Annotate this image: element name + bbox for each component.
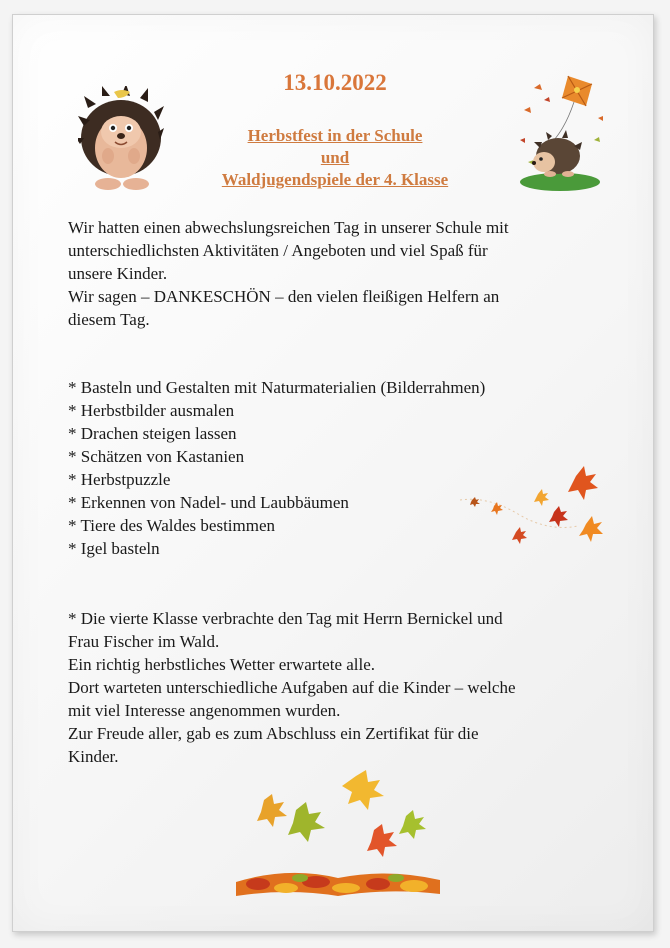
- list-item: * Drachen steigen lassen: [68, 424, 237, 443]
- falling-leaves-icon: [228, 770, 448, 908]
- text-line: diesem Tag.: [68, 310, 150, 329]
- text-line: Ein richtig herbstliches Wetter erwartete alle.: [68, 655, 376, 674]
- document-date: 13.10.2022: [283, 70, 387, 95]
- document-heading: [0, 125, 670, 191]
- list-item: * Tiere des Waldes bestimmen: [68, 516, 276, 535]
- text-line: Wir sagen – DANKESCHÖN – den vielen fleißigen Helfern an: [68, 287, 500, 306]
- list-item: * Schätzen von Kastanien: [68, 447, 245, 466]
- text-line: unterschiedlichsten Aktivitäten / Angeboten und viel Spaß für: [68, 241, 488, 260]
- text-line: * Die vierte Klasse verbrachte den Tag mit Herrn Bernickel und: [68, 609, 503, 628]
- heading-line: Waldjugendspiele der 4. Klasse: [221, 170, 449, 189]
- list-item: * Herbstpuzzle: [68, 470, 171, 489]
- list-item: * Erkennen von Nadel- und Laubbäumen: [68, 493, 349, 512]
- text-line: Dort warteten unterschiedliche Aufgaben auf die Kinder – welche: [68, 678, 516, 697]
- text-line: mit viel Interesse angenommen wurden.: [68, 701, 341, 720]
- text-line: unsere Kinder.: [68, 264, 168, 283]
- text-line: Frau Fischer im Wald.: [68, 632, 220, 651]
- text-line: Kinder.: [68, 747, 119, 766]
- text-line: Wir hatten einen abwechslungsreichen Tag in unserer Schule mit: [68, 218, 509, 237]
- list-item: * Basteln und Gestalten mit Naturmaterialien (Bilderrahmen): [68, 378, 486, 397]
- list-item: * Herbstbilder ausmalen: [68, 401, 235, 420]
- autumn-leaves-icon: [458, 466, 608, 558]
- list-item: * Igel basteln: [68, 539, 160, 558]
- heading-line: und: [320, 148, 350, 167]
- intro-paragraph: [68, 216, 608, 331]
- klasse-paragraph: [68, 607, 608, 768]
- heading-line: Herbstfest in der Schule: [247, 126, 423, 145]
- text-line: Zur Freude aller, gab es zum Abschluss ein Zertifikat für die: [68, 724, 479, 743]
